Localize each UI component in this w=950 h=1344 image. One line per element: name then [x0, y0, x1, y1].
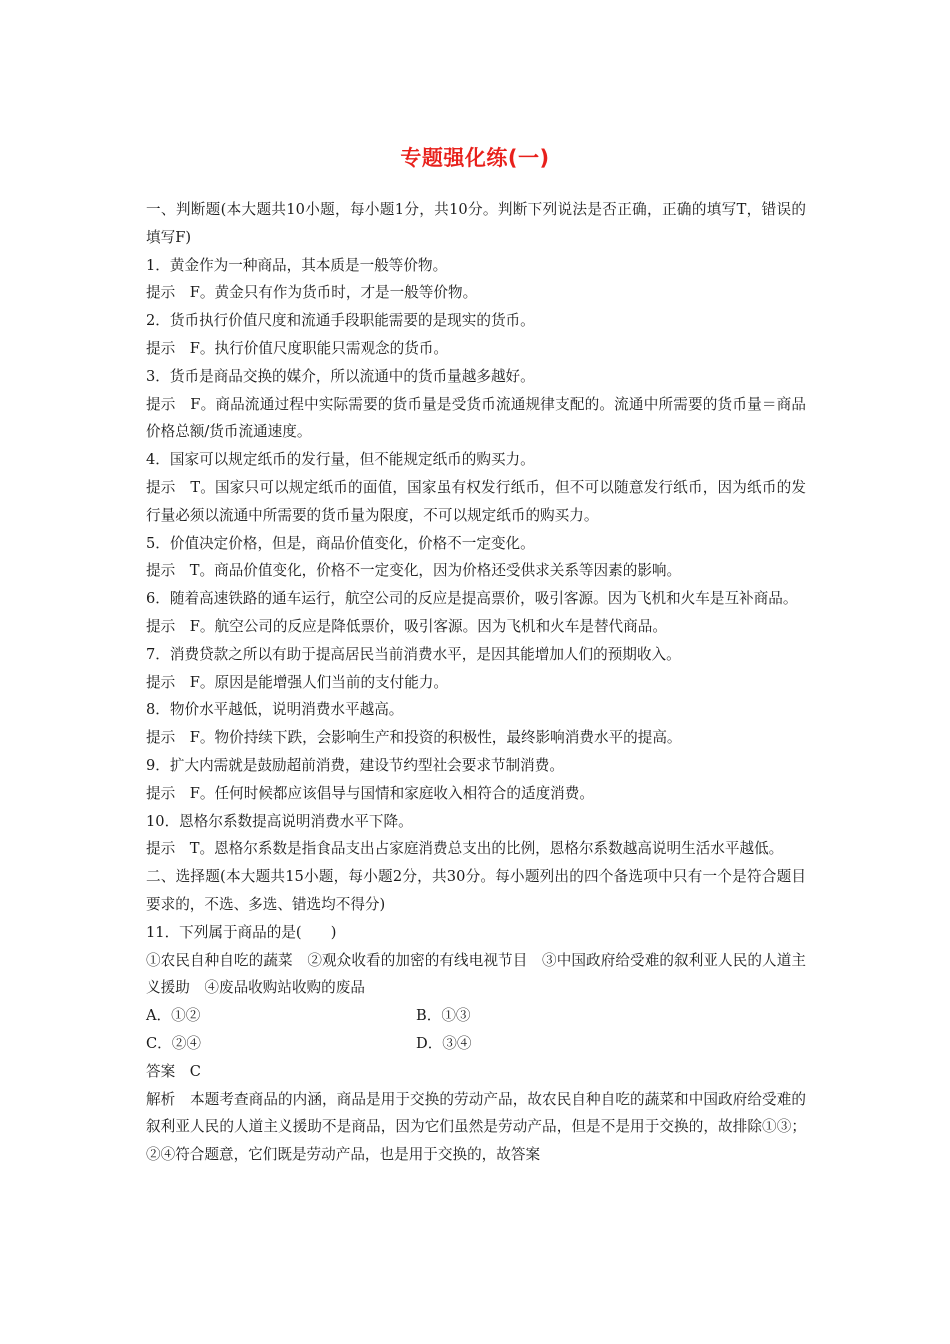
option-b: B．①③ [416, 1007, 471, 1025]
question-2: 2．货币执行价值尺度和流通手段职能需要的是现实的货币。 [146, 312, 535, 330]
hint-3: 提示 F。商品流通过程中实际需要的货币量是受货币流通规律支配的。流通中所需要的货币量＝商品价格总额/货币流通速度。 [146, 395, 806, 441]
document-body [146, 196, 806, 1169]
hint-2: 提示 F。执行价值尺度职能只需观念的货币。 [146, 339, 449, 357]
options-row [146, 1030, 806, 1058]
question-9: 9．扩大内需就是鼓励超前消费，建设节约型社会要求节制消费。 [146, 756, 564, 774]
hint-10: 提示 T。恩格尔系数是指食品支出占家庭消费总支出的比例，恩格尔系数越高说明生活水平越低。 [146, 840, 784, 858]
option-d: D．③④ [416, 1034, 472, 1052]
question-6: 6．随着高速铁路的通车运行，航空公司的反应是提高票价，吸引客源。因为飞机和火车是互补商品。 [146, 590, 798, 608]
question-10: 10．恩格尔系数提高说明消费水平下降。 [146, 812, 413, 830]
option-c: C．②④ [146, 1034, 201, 1052]
question-7: 7．消费贷款之所以有助于提高居民当前消费水平，是因其能增加人们的预期收入。 [146, 645, 681, 663]
question-5: 5．价值决定价格，但是，商品价值变化，价格不一定变化。 [146, 534, 535, 552]
hint-7: 提示 F。原因是能增强人们当前的支付能力。 [146, 673, 449, 691]
hint-4: 提示 T。国家只可以规定纸币的面值，国家虽有权发行纸币，但不可以随意发行纸币，因为纸币的发行量必须以流通中所需要的货币量为限度，不可以规定纸币的购买力。 [146, 478, 806, 524]
question-11-stem: ①农民自种自吃的蔬菜 ②观众收看的加密的有线电视节目 ③中国政府给受难的叙利亚人民的人道主义援助 ④废品收购站收购的废品 [146, 951, 806, 997]
answer: 答案 C [146, 1062, 201, 1080]
page-title: 专题强化练(一) [400, 146, 550, 170]
hint-9: 提示 F。任何时候都应该倡导与国情和家庭收入相符合的适度消费。 [146, 784, 594, 802]
hint-6: 提示 F。航空公司的反应是降低票价，吸引客源。因为飞机和火车是替代商品。 [146, 617, 667, 635]
hint-8: 提示 F。物价持续下跌，会影响生产和投资的积极性，最终影响消费水平的提高。 [146, 729, 682, 747]
options-row [146, 1002, 806, 1030]
question-8: 8．物价水平越低，说明消费水平越高。 [146, 701, 404, 719]
question-11: 11．下列属于商品的是( ) [146, 923, 337, 941]
question-4: 4．国家可以规定纸币的发行量，但不能规定纸币的购买力。 [146, 451, 535, 469]
hint-5: 提示 T。商品价值变化，价格不一定变化，因为价格还受供求关系等因素的影响。 [146, 562, 682, 580]
hint-1: 提示 F。黄金只有作为货币时，才是一般等价物。 [146, 284, 478, 302]
section-header: 二、选择题(本大题共15小题，每小题2分，共30分。每小题列出的四个备选项中只有一个是符合题目要求的，不选、多选、错选均不得分) [146, 868, 806, 913]
question-3: 3．货币是商品交换的媒介，所以流通中的货币量越多越好。 [146, 367, 535, 385]
section-header: 一、判断题(本大题共10小题，每小题1分，共10分。判断下列说法是否正确，正确的填写T，错误的填写F) [146, 201, 806, 246]
option-a: A．①② [146, 1007, 201, 1025]
analysis: 解析 本题考查商品的内涵，商品是用于交换的劳动产品，故农民自种自吃的蔬菜和中国政府给受难的叙利亚人民的人道主义援助不是商品，因为它们虽然是劳动产品，但是不是用于交换的，故排除①③；②④符合题意，它们既是劳动产品，也是用于交换的，故答案 [146, 1090, 806, 1164]
question-1: 1．黄金作为一种商品，其本质是一般等价物。 [146, 256, 448, 274]
